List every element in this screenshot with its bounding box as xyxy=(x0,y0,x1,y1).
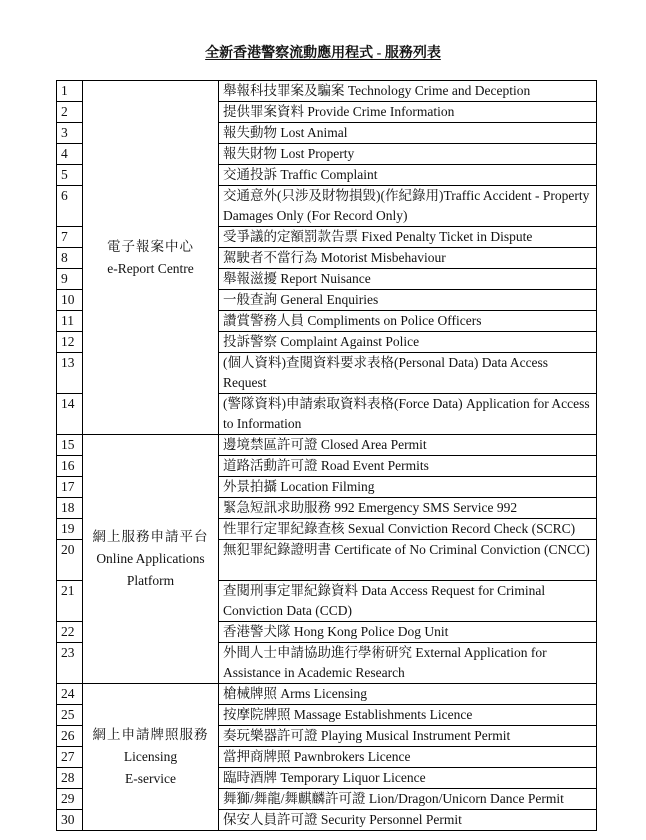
row-number: 11 xyxy=(57,311,83,332)
page-title-text: 全新香港警察流動應用程式 - 服務列表 xyxy=(205,46,441,61)
service-name: 查閱刑事定罪紀錄資料 Data Access Request for Criminal Conviction Data (CCD) xyxy=(219,581,597,622)
service-name: 舉報科技罪案及騙案 Technology Crime and Deception xyxy=(219,81,597,102)
row-number: 26 xyxy=(57,726,83,747)
category-cell xyxy=(83,81,219,435)
service-name: 無犯罪紀錄證明書 Certificate of No Criminal Conviction (CNCC) xyxy=(219,540,597,581)
row-number: 30 xyxy=(57,810,83,831)
row-number: 18 xyxy=(57,498,83,519)
row-number: 13 xyxy=(57,353,83,394)
row-number: 1 xyxy=(57,81,83,102)
service-name: 道路活動許可證 Road Event Permits xyxy=(219,456,597,477)
service-name: 交通投訴 Traffic Complaint xyxy=(219,165,597,186)
row-number: 20 xyxy=(57,540,83,581)
row-number: 23 xyxy=(57,643,83,684)
page-title xyxy=(0,42,646,62)
service-name: 臨時酒牌 Temporary Liquor Licence xyxy=(219,768,597,789)
service-name: 舞獅/舞龍/舞麒麟許可證 Lion/Dragon/Unicorn Dance Permit xyxy=(219,789,597,810)
row-number: 6 xyxy=(57,186,83,227)
row-number: 15 xyxy=(57,435,83,456)
service-name: 提供罪案資料 Provide Crime Information xyxy=(219,102,597,123)
row-number: 29 xyxy=(57,789,83,810)
service-name: 投訴警察 Complaint Against Police xyxy=(219,332,597,353)
service-list-body xyxy=(57,81,597,831)
row-number: 2 xyxy=(57,102,83,123)
row-number: 4 xyxy=(57,144,83,165)
row-number: 10 xyxy=(57,290,83,311)
service-name: 讚賞警務人員 Compliments on Police Officers xyxy=(219,311,597,332)
category-name-en: E-service xyxy=(125,771,176,786)
row-number: 7 xyxy=(57,227,83,248)
service-name: 奏玩樂器許可證 Playing Musical Instrument Permit xyxy=(219,726,597,747)
service-name: 外間人士申請協助進行學術研究 External Application for Assistance in Academic Research xyxy=(219,643,597,684)
row-number: 14 xyxy=(57,394,83,435)
service-name: (個人資料)查閱資料要求表格(Personal Data) Data Access Request xyxy=(219,353,597,394)
row-number: 8 xyxy=(57,248,83,269)
category-name-en: Platform xyxy=(126,573,175,588)
service-name: (警隊資料)申請索取資料表格(Force Data) Application for Access to Information xyxy=(219,394,597,435)
row-number: 22 xyxy=(57,622,83,643)
row-number: 27 xyxy=(57,747,83,768)
service-name: 性罪行定罪紀錄查核 Sexual Conviction Record Check (SCRC) xyxy=(219,519,597,540)
row-number: 12 xyxy=(57,332,83,353)
row-number: 28 xyxy=(57,768,83,789)
service-name: 香港警犬隊 Hong Kong Police Dog Unit xyxy=(219,622,597,643)
category-cell xyxy=(83,684,219,831)
service-name: 外景拍攝 Location Filming xyxy=(219,477,597,498)
table-row xyxy=(57,435,597,456)
service-name: 報失動物 Lost Animal xyxy=(219,123,597,144)
category-name-zh: 網上服務申請平台 xyxy=(92,529,209,544)
row-number: 9 xyxy=(57,269,83,290)
category-name-en: Licensing xyxy=(123,749,178,764)
row-number: 24 xyxy=(57,684,83,705)
service-list-table xyxy=(56,80,597,831)
service-name: 受爭議的定額罰款告票 Fixed Penalty Ticket in Dispute xyxy=(219,227,597,248)
service-name: 邊境禁區許可證 Closed Area Permit xyxy=(219,435,597,456)
service-name: 保安人員許可證 Security Personnel Permit xyxy=(219,810,597,831)
table-row xyxy=(57,81,597,102)
row-number: 3 xyxy=(57,123,83,144)
row-number: 19 xyxy=(57,519,83,540)
row-number: 25 xyxy=(57,705,83,726)
row-number: 21 xyxy=(57,581,83,622)
service-name: 舉報滋擾 Report Nuisance xyxy=(219,269,597,290)
service-name: 緊急短訊求助服務 992 Emergency SMS Service 992 xyxy=(219,498,597,519)
table-row xyxy=(57,684,597,705)
category-name-en: Online Applications xyxy=(96,551,205,566)
service-name: 報失財物 Lost Property xyxy=(219,144,597,165)
category-name-en: e-Report Centre xyxy=(107,260,194,276)
service-name: 當押商牌照 Pawnbrokers Licence xyxy=(219,747,597,768)
service-name: 交通意外(只涉及財物損毀)(作紀錄用)Traffic Accident - Property Damages Only (For Record Only) xyxy=(219,186,597,227)
service-name: 槍械牌照 Arms Licensing xyxy=(219,684,597,705)
category-cell xyxy=(83,435,219,684)
row-number: 16 xyxy=(57,456,83,477)
service-name: 一般查詢 General Enquiries xyxy=(219,290,597,311)
service-name: 按摩院牌照 Massage Establishments Licence xyxy=(219,705,597,726)
category-name-zh: 電子報案中心 xyxy=(107,238,194,254)
row-number: 17 xyxy=(57,477,83,498)
service-name: 駕駛者不當行為 Motorist Misbehaviour xyxy=(219,248,597,269)
category-name-zh: 網上申請牌照服務 xyxy=(92,727,209,742)
row-number: 5 xyxy=(57,165,83,186)
